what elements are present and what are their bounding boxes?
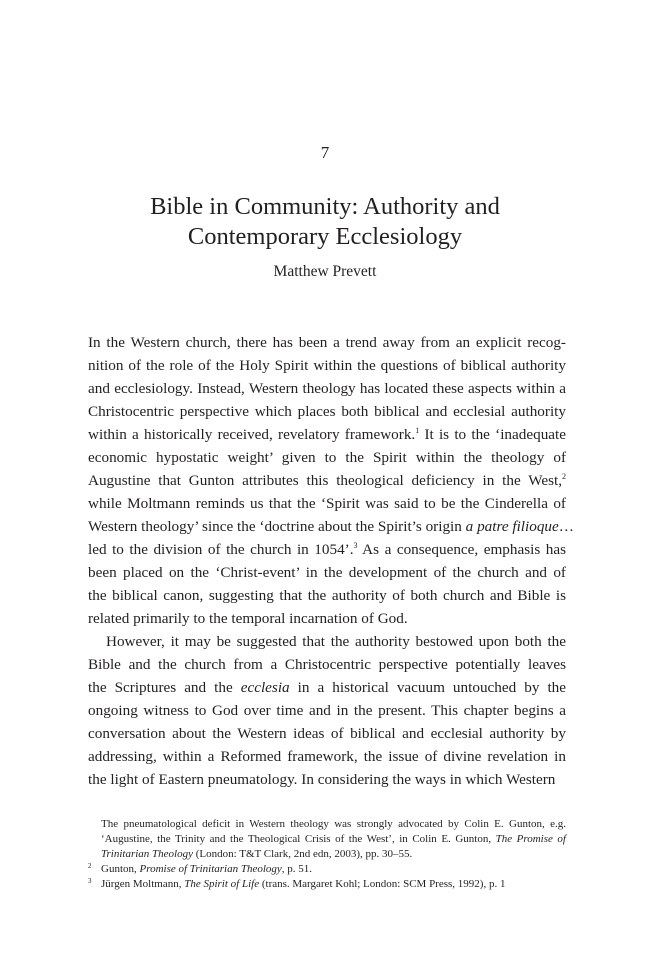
text-line: while Moltmann reminds us that the ‘Spirit was said to be the Cinderella of	[88, 495, 566, 512]
text-line	[88, 423, 566, 446]
footnote-number: 3	[88, 877, 92, 885]
text-line: Christocentric perspective which places both biblical and ecclesial authority	[88, 403, 566, 420]
footnote-line	[88, 847, 566, 862]
text-line	[88, 469, 566, 492]
body-text	[88, 331, 574, 791]
text-line: Bible and the church from a Christocentric perspective potentially leaves	[88, 656, 566, 673]
italic-text: a patre filioque	[465, 518, 559, 535]
footnote-line: The pneumatological deficit in Western theology was strongly advocated by Colin E. Gunton, e.g.	[101, 818, 566, 830]
text-run: ‘Augustine, the Trinity and the Theological Crisis of the West’, in Colin E. Gunton,	[101, 833, 496, 845]
text-line: related primarily to the temporal incarnation of God.	[88, 610, 408, 627]
text-run: It is to the ‘inadequate	[419, 426, 566, 443]
text-run: Gunton,	[101, 863, 140, 875]
text-line: economic hypostatic weight’ given to the Spirit within the theology of	[88, 449, 566, 466]
text-run: the Scriptures and the	[88, 679, 241, 696]
footnote-ref: 2	[562, 472, 566, 481]
text-run: Jürgen Moltmann,	[101, 878, 185, 890]
footnote-ref: 3	[353, 541, 358, 550]
italic-text: The Spirit of Life	[184, 878, 260, 890]
text-line	[88, 538, 566, 561]
text-line	[88, 515, 574, 538]
chapter-title-line: Contemporary Ecclesiology	[187, 223, 463, 250]
text-line: the light of Eastern pneumatology. In considering the ways in which Western	[88, 771, 556, 788]
text-run: Augustine that Gunton attributes this theological deficiency in the West,	[88, 472, 562, 489]
italic-text: ecclesia	[240, 679, 290, 696]
text-line: conversation about the Western ideas of biblical and ecclesial authority by	[88, 725, 566, 742]
text-line: and ecclesiology. Instead, Western theology has located these aspects within a	[88, 380, 566, 397]
text-run: …	[558, 518, 574, 535]
text-line: the biblical canon, suggesting that the authority of both church and Bible is	[88, 587, 566, 604]
footnote-ref: 1	[415, 426, 420, 435]
chapter-number: 7	[320, 143, 330, 162]
chapter-author: Matthew Prevett	[273, 263, 377, 280]
text-run: (trans. Margaret Kohl; London: SCM Press, 1992), p. 1	[259, 878, 506, 890]
text-line: been placed on the ‘Christ-event’ in the development of the church and of	[88, 564, 566, 581]
chapter-title-line: Bible in Community: Authority and	[150, 193, 500, 220]
text-line: However, it may be suggested that the authority bestowed upon both the	[106, 633, 566, 650]
text-run: in a historical vacuum untouched by the	[289, 679, 566, 696]
footnotes	[88, 817, 566, 892]
text-run: Western theology’ since the ‘doctrine about the Spirit’s origin	[88, 518, 466, 535]
footnote-line	[88, 877, 566, 892]
italic-text: Trinitarian Theology	[101, 848, 193, 860]
footnote-number: 2	[88, 862, 92, 870]
italic-text: The Promise of	[495, 833, 566, 845]
text-run: , p. 51.	[281, 863, 313, 875]
text-line	[88, 676, 566, 699]
paragraph	[88, 630, 566, 791]
text-run: within a historically received, revelatory framework.	[88, 426, 416, 443]
text-line: In the Western church, there has been a trend away from an explicit recog-	[88, 334, 566, 351]
chapter-title	[60, 192, 590, 252]
footnote-line	[88, 862, 566, 877]
text-line: ongoing witness to God over time and in the present. This chapter begins a	[88, 702, 566, 719]
text-line: addressing, within a Reformed framework, the issue of divine revelation in	[88, 748, 566, 765]
text-run: (London: T&T Clark, 2nd edn, 2003), pp. 30–55.	[193, 848, 413, 860]
footnote-line	[88, 832, 566, 847]
text-run: As a consequence, emphasis has	[357, 541, 566, 558]
text-line: nition of the role of the Holy Spirit within the questions of biblical authority	[88, 357, 566, 374]
text-run: led to the division of the church in 1054’.	[88, 541, 354, 558]
paragraph	[88, 331, 574, 630]
italic-text: Promise of Trinitarian Theology	[139, 863, 282, 875]
